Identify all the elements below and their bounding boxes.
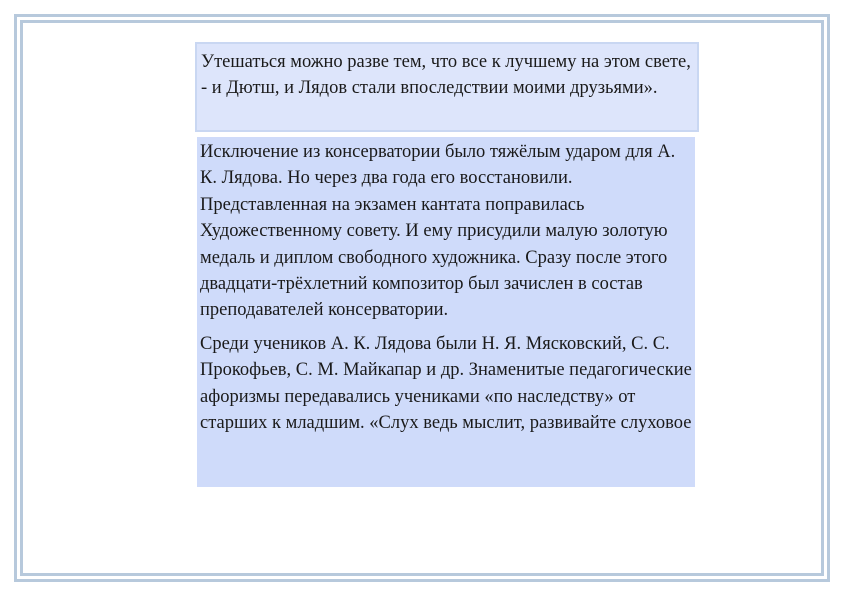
quote-text-box	[195, 42, 699, 132]
paragraph-1: Исключение из консерватории было тяжёлым ударом для А. К. Лядова. Но через два года его восстановили. Представленная на экзамен кантата поправилась Художественному совету. И ему присудили малую золотую медаль и диплом свободного художника. Сразу после этого двадцати-трёхлетний композитор был зачислен в состав преподавателей консерватории.	[200, 142, 676, 321]
paragraph-2: Среди учеников А. К. Лядова были Н. Я. Мясковский, С. С. Прокофьев, С. М. Майкапар и др. Знаменитые педагогические афоризмы передавались учениками «по наследству» от старших к младшим. «Слух ведь мыслит, развивайте слуховое	[200, 333, 692, 434]
main-text-box	[197, 137, 695, 487]
quote-text: Утешаться можно разве тем, что все к лучшему на этом свете, - и Дютш, и Лядов стали впоследствии моими друзьями».	[201, 52, 691, 99]
